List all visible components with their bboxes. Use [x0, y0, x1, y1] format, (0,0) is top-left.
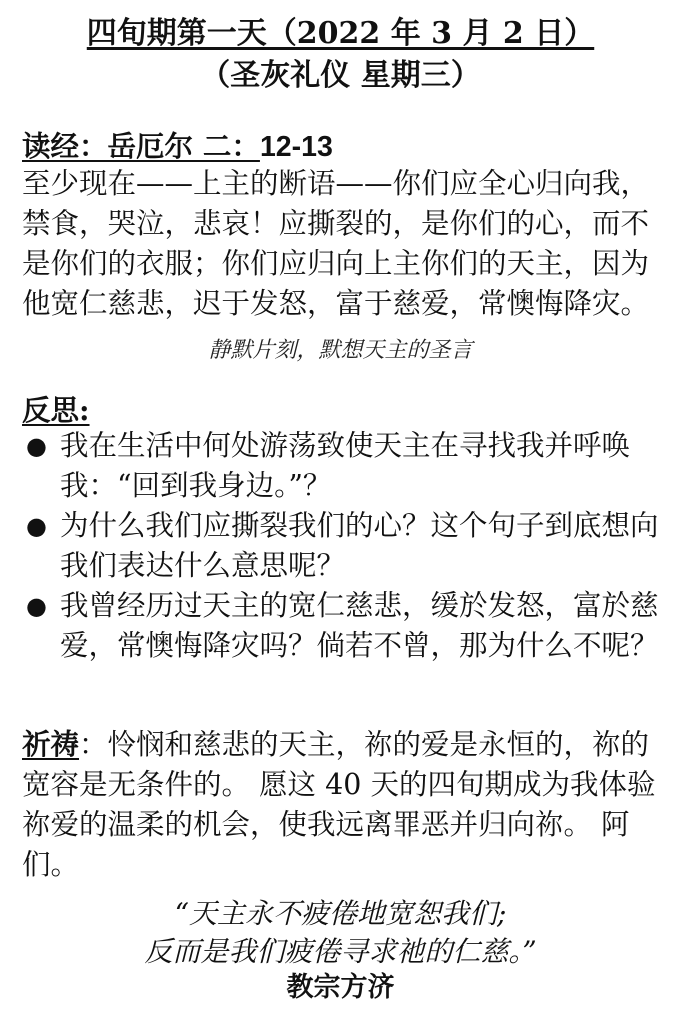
bullet-icon: ●	[26, 432, 47, 460]
quote-line-2: 反而是我们疲倦寻求祂的仁慈。”	[144, 935, 537, 968]
meditation-note: 静默片刻，默想天主的圣言	[208, 338, 473, 363]
reflection-question: 为什么我们应撕裂我们的心？这个句子到底想向我们表达什么意思呢？	[60, 509, 659, 582]
reflection-question: 我曾经历过天主的宽仁慈悲，缓於发怒，富於慈爱，常懊悔降灾吗？倘若不曾，那为什么不呢？	[60, 589, 659, 662]
bullet-icon: ●	[26, 512, 47, 540]
reflection-list	[22, 426, 662, 666]
prayer-colon: ：	[79, 728, 108, 761]
reading-heading	[22, 128, 333, 165]
prayer-label: 祈祷	[22, 727, 80, 761]
list-item	[22, 586, 662, 666]
reading-reference: 12-13	[259, 131, 333, 163]
list-item	[22, 506, 662, 586]
list-item	[22, 426, 662, 506]
reading-text: 至少现在——上主的断语——你们应全心归向我，禁食，哭泣，悲哀！应撕裂的，是你们的心，而不是你们的衣服；你们应归向上主你们的天主，因为他宽仁慈悲，迟于发怒，富于慈爱，常懊悔降灾。	[22, 167, 650, 320]
quote-line-1: “天主永不疲倦地宽恕我们;	[174, 897, 507, 930]
reading-label: 读经：岳厄尔 二：	[22, 129, 260, 163]
prayer-section	[22, 724, 667, 885]
prayer-text: 怜悯和慈悲的天主，祢的爱是永恒的，祢的宽容是无条件的。 愿这 40 天的四旬期成为我体验祢爱的温柔的机会，使我远离罪恶并归向祢。 阿们。	[22, 728, 656, 881]
reflection-question: 我在生活中何处游荡致使天主在寻找我并呼唤我：“回到我身边。”？	[60, 429, 631, 502]
bullet-icon: ●	[26, 592, 47, 620]
quote-author: 教宗方济	[286, 972, 395, 1003]
page-title: 四旬期第一天（2022 年 3 月 2 日）	[86, 16, 595, 51]
page-subtitle: （圣灰礼仪 星期三）	[200, 58, 481, 93]
reflection-heading: 反思:	[22, 393, 90, 427]
